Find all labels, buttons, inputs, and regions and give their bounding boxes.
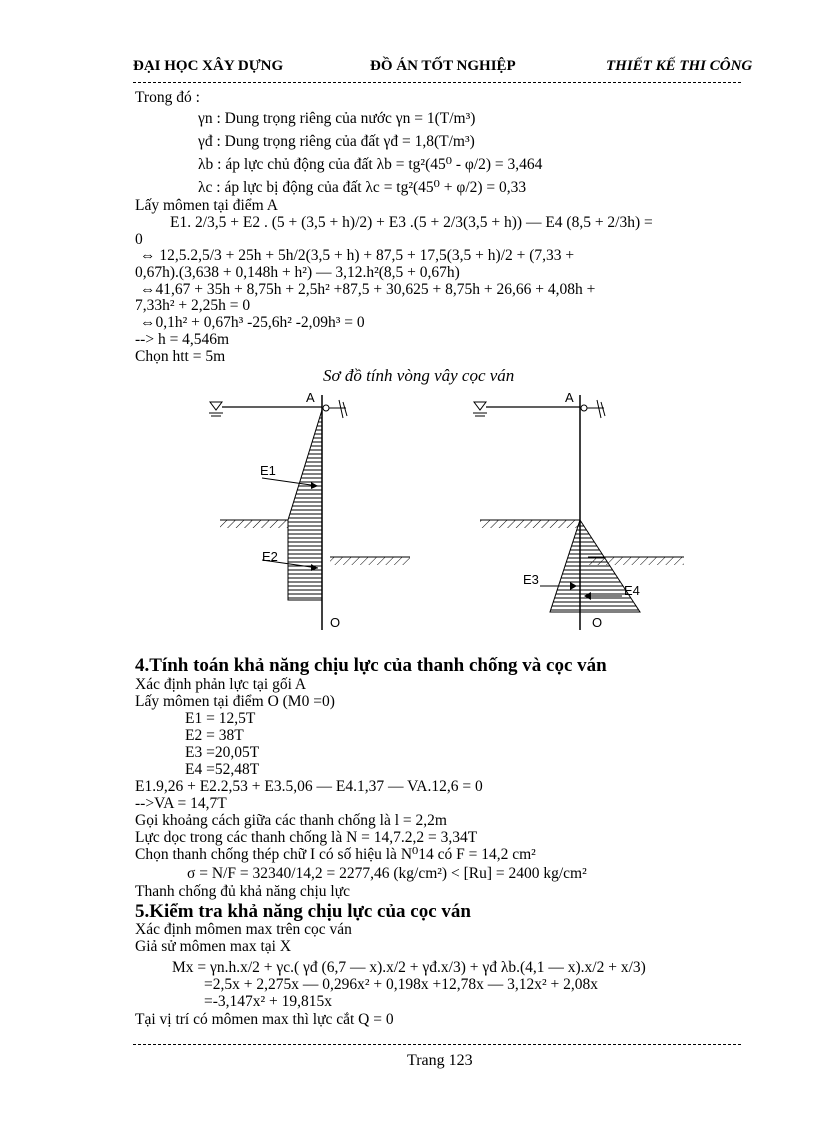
text-line: =-3,147x² + 19,815x [204, 993, 333, 1010]
left-diagram [209, 390, 410, 630]
text-line: ⇔ 12,5.2,5/3 + 25h + 5h/2(3,5 + h) + 87,5 + 17,5(3,5 + h)/2 + (7,33 + [140, 247, 575, 264]
page-number: Trang 123 [407, 1052, 473, 1069]
text-line: ⇔41,67 + 35h + 8,75h + 2,5h² +87,5 + 30,625 + 8,75h + 26,66 + 4,08h + [140, 281, 596, 298]
text-line: Chọn htt = 5m [135, 348, 226, 365]
text-line: =2,5x + 2,275x — 0,296x² + 0,198x +12,78x — 3,12x² + 2,08x [204, 976, 599, 993]
header-left: ĐẠI HỌC XÂY DỰNG [133, 58, 284, 74]
figure-caption: Sơ đồ tính vòng vây cọc ván [323, 366, 515, 385]
label-e4: E4 [624, 583, 640, 598]
text-line: Thanh chống đủ khả năng chịu lực [135, 883, 351, 900]
text-line: E1. 2/3,5 + E2 . (5 + (3,5 + h)/2) + E3 .(5 + 2/3(3,5 + h)) — E4 (8,5 + 2/3h) = [170, 214, 653, 231]
text-line: σ = N/F = 32340/14,2 = 2277,46 (kg/cm²) < [Ru] = 2400 kg/cm² [187, 865, 587, 882]
text-line: Mx = γn.h.x/2 + γc.( γđ (6,7 — x).x/2 + γđ.x/3) + γđ λb.(4,1 — x).x/2 + x/3) [172, 959, 646, 976]
text-line: E3 =20,05T [185, 744, 260, 761]
header-right: THIẾT KẾ THI CÔNG [606, 58, 753, 74]
text-line: Chọn thanh chống thép chữ I có số hiệu là N⁰14 có F = 14,2 cm² [135, 846, 536, 863]
active-pressure [550, 520, 580, 612]
label-o-left: O [330, 615, 341, 630]
text-line: E4 =52,48T [185, 761, 260, 778]
water-level-icon [474, 402, 486, 410]
text-line: Lấy mômen tại điểm O (M0 =0) [135, 693, 335, 710]
text-line: Trong đó : [135, 89, 200, 106]
right-diagram [473, 390, 684, 630]
text-line: 0 [135, 231, 143, 248]
text-line: Tại vị trí có mômen max thì lực cắt Q = 0 [135, 1011, 394, 1028]
text-line: γn : Dung trọng riêng của nước γn = 1(T/m³) [198, 110, 476, 127]
footer-rule [133, 1044, 741, 1045]
label-a-right: A [565, 390, 574, 405]
text-line: Gọi khoảng cách giữa các thanh chống là l = 2,2m [135, 812, 447, 829]
label-e3: E3 [523, 572, 539, 587]
section-heading-4: 4.Tính toán khả năng chịu lực của thanh chống và cọc ván [135, 655, 607, 676]
text-line: E2 = 38T [185, 727, 244, 744]
text-line: -->VA = 14,7T [135, 795, 227, 812]
text-line: 7,33h² + 2,25h = 0 [135, 297, 251, 314]
text-line: E1.9,26 + E2.2,53 + E3.5,06 — E4.1,37 — VA.12,6 = 0 [135, 778, 483, 795]
label-a-left: A [306, 390, 315, 405]
text-line: λc : áp lực bị động của đất λc = tg²(45⁰ + φ/2) = 0,33 [198, 179, 527, 196]
text-line: Xác định phản lực tại gối A [135, 676, 307, 693]
text-line: 0,67h).(3,638 + 0,148h + h²) — 3,12.h²(8,5 + 0,67h) [135, 264, 460, 281]
text-line: Giả sử mômen max tại X [135, 938, 292, 955]
header-center: ĐỒ ÁN TỐT NGHIỆP [370, 58, 516, 74]
label-e1: E1 [260, 463, 276, 478]
water-level-icon [210, 402, 222, 410]
text-line: Xác định mômen max trên cọc ván [135, 921, 352, 938]
text-line: E1 = 12,5T [185, 710, 256, 727]
section-heading-5: 5.Kiểm tra khả năng chịu lực của cọc ván [135, 901, 471, 922]
text-line: λb : áp lực chủ động của đất λb = tg²(45⁰ - φ/2) = 3,464 [198, 156, 543, 173]
text-line: Lực dọc trong các thanh chống là N = 14,7.2,2 = 3,34T [135, 829, 478, 846]
text-line: ⇔0,1h² + 0,67h³ -25,6h² -2,09h³ = 0 [140, 314, 365, 331]
text-line: Lấy mômen tại điểm A [135, 197, 278, 214]
pressure-diagram [288, 410, 322, 600]
soil-hatch [220, 520, 288, 528]
label-o-right: O [592, 615, 603, 630]
text-line: --> h = 4,546m [135, 331, 230, 348]
soil-hatch [480, 520, 580, 528]
label-e2: E2 [262, 549, 278, 564]
text-line: γđ : Dung trọng riêng của đất γđ = 1,8(T/m³) [198, 133, 475, 150]
